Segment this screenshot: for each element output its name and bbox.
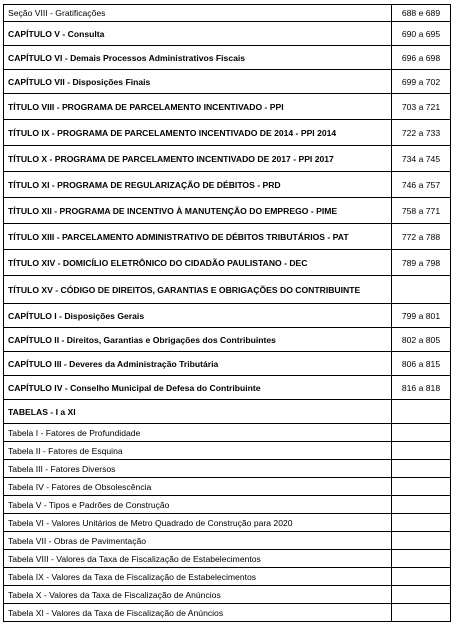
toc-entry-pages	[392, 424, 451, 442]
toc-entry-pages	[392, 478, 451, 496]
toc-entry-title: Tabela X - Valores da Taxa de Fiscalização de Anúncios	[4, 586, 392, 604]
toc-row	[4, 94, 451, 120]
toc-entry-pages	[392, 532, 451, 550]
toc-entry-title: Tabela II - Fatores de Esquina	[4, 442, 392, 460]
toc-entry-pages: 746 a 757	[392, 172, 451, 198]
toc-entry-title: Tabela I - Fatores de Profundidade	[4, 424, 392, 442]
toc-row	[4, 442, 451, 460]
toc-entry-pages	[392, 496, 451, 514]
toc-entry-pages: 690 a 695	[392, 22, 451, 46]
toc-body	[4, 5, 451, 622]
toc-row	[4, 532, 451, 550]
toc-entry-title: CAPÍTULO III - Deveres da Administração Tributária	[4, 352, 392, 376]
toc-row	[4, 22, 451, 46]
toc-row	[4, 70, 451, 94]
toc-row	[4, 496, 451, 514]
toc-row	[4, 120, 451, 146]
toc-row	[4, 478, 451, 496]
toc-entry-pages: 699 a 702	[392, 70, 451, 94]
toc-entry-title: TABELAS - I a XI	[4, 400, 392, 424]
toc-entry-title: TÍTULO VIII - PROGRAMA DE PARCELAMENTO INCENTIVADO - PPI	[4, 94, 392, 120]
table-of-contents	[3, 4, 451, 622]
toc-entry-title: Tabela III - Fatores Diversos	[4, 460, 392, 478]
toc-entry-title: Tabela V - Tipos e Padrões de Construção	[4, 496, 392, 514]
toc-entry-title: Tabela IV - Fatores de Obsolescência	[4, 478, 392, 496]
toc-entry-title: CAPÍTULO VI - Demais Processos Administrativos Fiscais	[4, 46, 392, 70]
toc-row	[4, 550, 451, 568]
toc-entry-pages: 734 a 745	[392, 146, 451, 172]
toc-row	[4, 604, 451, 622]
toc-row	[4, 250, 451, 276]
toc-entry-title: CAPÍTULO II - Direitos, Garantias e Obrigações dos Contribuintes	[4, 328, 392, 352]
toc-entry-pages	[392, 568, 451, 586]
toc-entry-pages: 789 a 798	[392, 250, 451, 276]
toc-row	[4, 514, 451, 532]
toc-entry-title: Tabela VI - Valores Unitários de Metro Quadrado de Construção para 2020	[4, 514, 392, 532]
toc-row	[4, 304, 451, 328]
toc-row	[4, 46, 451, 70]
toc-row	[4, 376, 451, 400]
toc-row	[4, 328, 451, 352]
toc-row	[4, 224, 451, 250]
toc-entry-title: Tabela IX - Valores da Taxa de Fiscalização de Estabelecimentos	[4, 568, 392, 586]
toc-entry-pages	[392, 276, 451, 304]
toc-entry-title: TÍTULO XV - CÓDIGO DE DIREITOS, GARANTIAS E OBRIGAÇÕES DO CONTRIBUINTE	[4, 276, 392, 304]
toc-entry-pages: 816 a 818	[392, 376, 451, 400]
toc-entry-pages	[392, 550, 451, 568]
toc-entry-title: TÍTULO XIV - DOMICÍLIO ELETRÔNICO DO CIDADÃO PAULISTANO - DEC	[4, 250, 392, 276]
toc-entry-title: TÍTULO IX - PROGRAMA DE PARCELAMENTO INCENTIVADO DE 2014 - PPI 2014	[4, 120, 392, 146]
toc-row	[4, 172, 451, 198]
toc-entry-title: Seção VIII - Gratificações	[4, 5, 392, 22]
toc-entry-title: TÍTULO XI - PROGRAMA DE REGULARIZAÇÃO DE DÉBITOS - PRD	[4, 172, 392, 198]
toc-row	[4, 352, 451, 376]
toc-entry-pages	[392, 586, 451, 604]
toc-entry-pages: 696 a 698	[392, 46, 451, 70]
toc-entry-title: Tabela XI - Valores da Taxa de Fiscalização de Anúncios	[4, 604, 392, 622]
toc-entry-title: CAPÍTULO I - Disposições Gerais	[4, 304, 392, 328]
toc-row	[4, 568, 451, 586]
toc-row	[4, 198, 451, 224]
toc-entry-pages: 806 a 815	[392, 352, 451, 376]
toc-row	[4, 146, 451, 172]
toc-entry-title: CAPÍTULO V - Consulta	[4, 22, 392, 46]
toc-row	[4, 400, 451, 424]
toc-entry-pages: 772 a 788	[392, 224, 451, 250]
toc-entry-pages	[392, 400, 451, 424]
toc-entry-pages: 688 e 689	[392, 5, 451, 22]
toc-entry-pages: 758 a 771	[392, 198, 451, 224]
toc-entry-title: Tabela VII - Obras de Pavimentação	[4, 532, 392, 550]
toc-row	[4, 460, 451, 478]
toc-entry-title: Tabela VIII - Valores da Taxa de Fiscalização de Estabelecimentos	[4, 550, 392, 568]
toc-entry-title: TÍTULO XII - PROGRAMA DE INCENTIVO À MANUTENÇÃO DO EMPREGO - PIME	[4, 198, 392, 224]
toc-entry-title: CAPÍTULO IV - Conselho Municipal de Defesa do Contribuinte	[4, 376, 392, 400]
toc-entry-pages: 799 a 801	[392, 304, 451, 328]
toc-row	[4, 424, 451, 442]
toc-entry-pages	[392, 442, 451, 460]
toc-entry-title: TÍTULO X - PROGRAMA DE PARCELAMENTO INCENTIVADO DE 2017 - PPI 2017	[4, 146, 392, 172]
toc-entry-pages: 802 a 805	[392, 328, 451, 352]
toc-entry-pages	[392, 604, 451, 622]
toc-entry-pages: 722 a 733	[392, 120, 451, 146]
toc-entry-title: TÍTULO XIII - PARCELAMENTO ADMINISTRATIVO DE DÉBITOS TRIBUTÁRIOS - PAT	[4, 224, 392, 250]
toc-row	[4, 5, 451, 22]
toc-row	[4, 586, 451, 604]
toc-row	[4, 276, 451, 304]
toc-entry-pages	[392, 460, 451, 478]
toc-entry-title: CAPÍTULO VII - Disposições Finais	[4, 70, 392, 94]
toc-entry-pages	[392, 514, 451, 532]
toc-entry-pages: 703 a 721	[392, 94, 451, 120]
